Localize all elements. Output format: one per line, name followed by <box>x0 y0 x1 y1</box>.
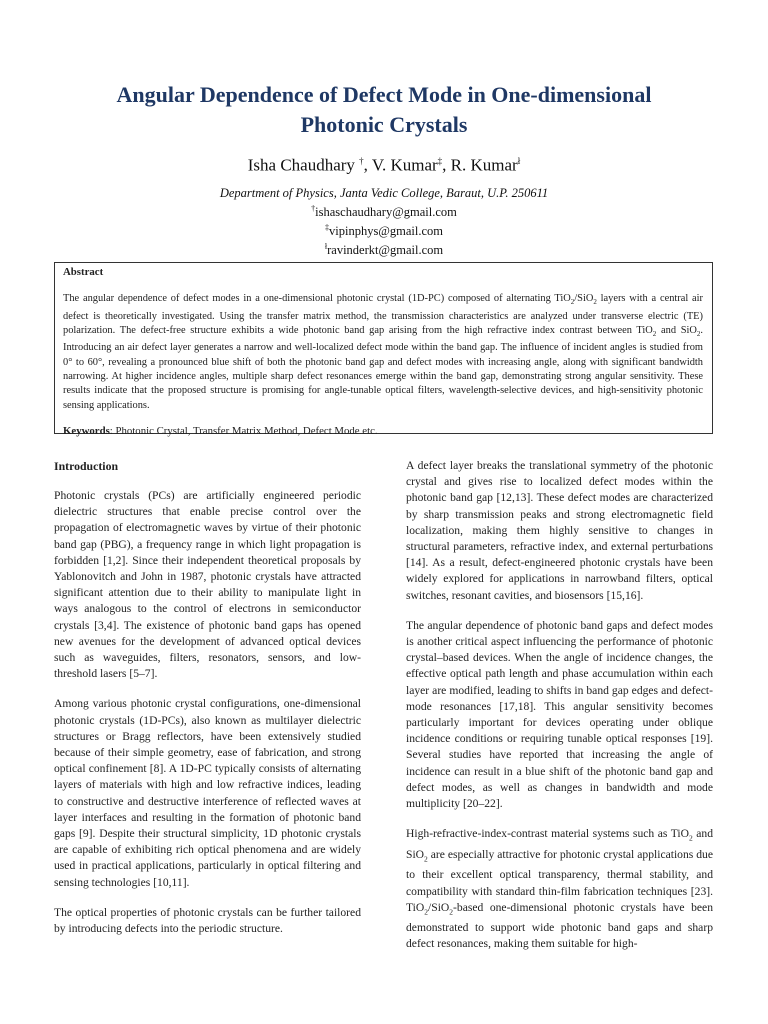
paragraph-part: -based one-dimensional photonic crystals have been demonstrated to support wide photonic band gaps and sharp defect resonances, making them suitable for high- <box>406 900 713 951</box>
department: Department of Physics, Janta Vedic College, Baraut, U.P. 250611 <box>219 186 549 200</box>
subscript: 2 <box>688 833 693 843</box>
paragraph-part: /SiO <box>428 900 450 914</box>
title-line-2: Photonic Crystals <box>300 112 468 137</box>
author-separator: , <box>442 155 451 175</box>
abstract-box <box>54 262 713 437</box>
abstract-text <box>63 292 703 413</box>
paragraph: The angular dependence of photonic band gaps and defect modes is another critical aspect influencing the performance of photonic crystal–based devices. When the angle of incidence changes, the effective optical path length and phase accumulation within each layer are modified, leading to shifts in band gap edges and defect-mode resonances [17,18]. This angular sensitivity becomes particularly important for devices operating under oblique incidence conditions or requiring tunable optical responses [19]. Several studies have reported that increasing the angle of incidence can result in a blue shift of the photonic band gap and defect modes, as well as changes in bandwidth and mode multiplicity [20–22]. <box>406 618 713 811</box>
author-separator: , <box>363 155 372 175</box>
author-name: V. Kumar <box>371 155 438 175</box>
subscript: 2 <box>424 854 428 864</box>
author-name: Isha Chaudhary <box>247 155 355 175</box>
email-address: vipinphys@gmail.com <box>329 224 443 239</box>
section-heading: Introduction <box>54 459 119 473</box>
keywords <box>63 424 703 438</box>
email-mark: † <box>311 204 316 213</box>
abstract-text-part: The angular dependence of defect modes in a one-dimensional photonic crystal (1D-PC) composed of alternating TiO <box>63 293 571 305</box>
paragraph <box>406 826 713 952</box>
email-mark: ‡ <box>325 223 330 233</box>
abstract-heading: Abstract <box>63 266 104 278</box>
email-line <box>60 201 708 220</box>
subscript: 2 <box>449 907 454 917</box>
left-column <box>54 458 361 951</box>
paragraph-part: are especially attractive for photonic crystal applications due to their excellent optical transparency, thermal stability, and compatibility with standard thin-film fabrication techniques [23]. TiO <box>406 847 713 914</box>
paragraph-part: High-refractive-index-contrast material systems such as TiO <box>406 827 689 841</box>
right-column <box>406 458 713 967</box>
title-line-1: Angular Dependence of Defect Mode in One-dimensional <box>116 82 652 107</box>
email-address: ishaschaudhary@gmail.com <box>315 205 457 220</box>
abstract-text-part: /SiO <box>574 293 594 305</box>
email-line <box>60 239 708 258</box>
abstract-text-part: . Introducing an air defect layer generates a narrow and well-localized defect mode within the band gap. The influence of incident angles is studied from 0° to 60°, revealing a pronounced blue shift of both the photonic band gap and defect modes with increasing angle, along with significant bandwidth narrowing. At higher incidence angles, multiple sharp defect resonances emerge within the band gap, demonstrating strong angular sensitivity. These results indicate that the proposed structure is promising for angle-tunable optical filters, wavelength-selective devices, and high-sensitivity photonic sensing applications. <box>63 324 703 411</box>
paragraph-part: and SiO <box>406 827 713 861</box>
subscript: 2 <box>696 330 701 339</box>
paragraph: Among various photonic crystal configurations, one-dimensional photonic crystals (1D-PCs), also known as multilayer dielectric structures or Bragg reflectors, have been extensively studied because of their simple geometry, ease of fabrication, and strong optical confinement [8]. A 1D-PC typically consists of alternating layers of materials with high and low refractive indices, leading to constructive and destructive interference of reflected waves at layer interfaces and resulting in the formation of photonic band gaps [9]. Despite their structural simplicity, 1D photonic crystals are capable of exhibiting rich optical phenomena and are widely used in practical applications, particularly in optical filtering and sensing technologies [10,11]. <box>54 697 361 889</box>
email-mark: ł <box>324 242 328 252</box>
author-mark: ł <box>517 156 521 166</box>
paragraph: The optical properties of photonic crystals can be further tailored by introducing defects into the periodic structure. <box>54 905 361 936</box>
author-name: R. Kumar <box>450 155 518 175</box>
subscript: 2 <box>652 330 657 339</box>
paper-title <box>60 80 708 140</box>
affiliations <box>60 185 708 258</box>
email-line <box>60 220 708 239</box>
paragraph: Photonic crystals (PCs) are artificially engineered periodic dielectric structures that enable precise control over the propagation of electromagnetic waves by virtue of their photonic band gap (PBG), a frequency range in which light propagation is forbidden [1,2]. Since their independent theoretical proposals by Yablonovitch and John in 1987, photonic crystals have attracted significant attention due to their ability to manipulate light in ways analogous to the control of electrons in semiconductor crystals [3,4]. The existence of photonic band gaps has opened new avenues for the development of advanced optical devices such as waveguides, filters, resonators, sensors, and low-threshold lasers [5–7]. <box>54 489 361 681</box>
keywords-text: : Photonic Crystal, Transfer Matrix Method, Defect Mode etc. <box>109 424 378 437</box>
author-mark: ‡ <box>437 156 443 166</box>
subscript: 2 <box>593 298 597 307</box>
keywords-label: Keywords <box>63 424 110 437</box>
email-address: ravinderkt@gmail.com <box>327 243 444 258</box>
subscript: 2 <box>570 298 575 307</box>
subscript: 2 <box>424 907 429 917</box>
abstract-text-part: layers with a central air defect is theoretically investigated. Using the transfer matrix method, the transmission characteristics are analyzed under transverse electric (TE) polarization. The defect-free structure exhibits a wide photonic band gap arising from the high refractive index contrast between TiO <box>63 293 704 336</box>
author-mark: † <box>359 156 364 166</box>
abstract-text-part: and SiO <box>656 324 697 336</box>
author-list <box>60 150 708 177</box>
paragraph: A defect layer breaks the translational symmetry of the photonic crystal and gives rise to localized defect modes within the photonic band gap [12,13]. These defect modes are characterized by sharp transmission peaks and strong electromagnetic field localization, making them highly sensitive to changes in structural parameters, refractive index, and external perturbations [14]. As a result, defect-engineered photonic crystals have been widely explored for applications in narrowband filters, optical switches, resonant cavities, and biosensors [15,16]. <box>406 459 713 602</box>
